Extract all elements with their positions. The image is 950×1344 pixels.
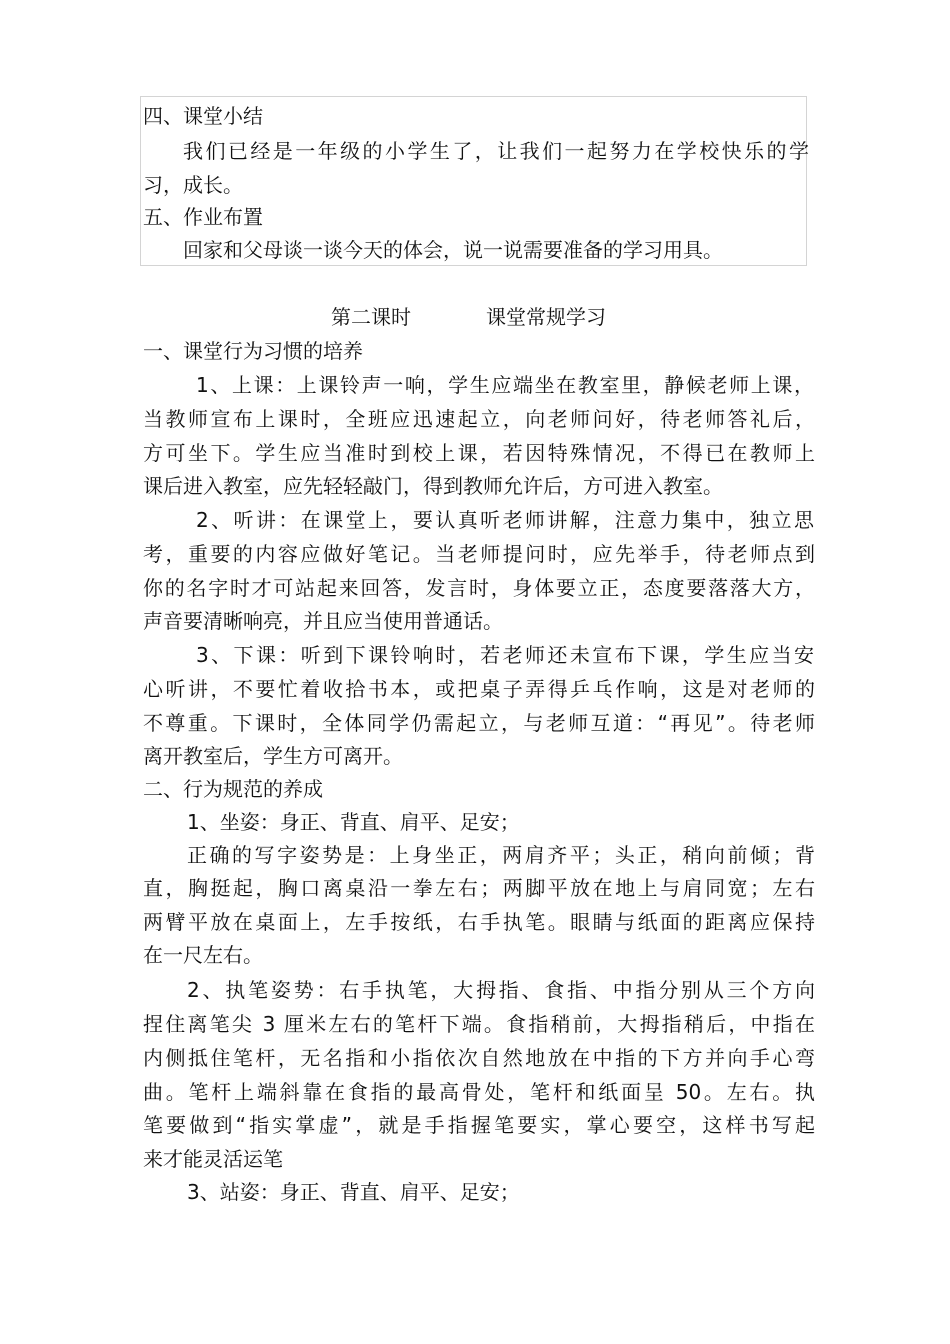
section1-item2-line: 考，重要的内容应做好笔记。当老师提问时，应先举手，待老师点到 — [143, 542, 815, 566]
lesson-title-period: 第二课时 — [331, 305, 411, 329]
summary-paragraph-line-2: 习，成长。 — [143, 173, 243, 197]
section2-item3: 3、站姿：身正、背直、肩平、足安； — [187, 1180, 520, 1204]
homework-paragraph: 回家和父母谈一谈今天的体会，说一说需要准备的学习用具。 — [183, 238, 723, 262]
summary-paragraph-line-1: 我们已经是一年级的小学生了，让我们一起努力在学校快乐的学 — [183, 139, 809, 163]
pen-grip-paragraph-line: 来才能灵活运笔 — [143, 1147, 283, 1171]
pen-grip-paragraph-line: 2、执笔姿势：右手执笔，大拇指、食指、中指分别从三个方向 — [187, 978, 815, 1002]
section1-item3-line: 离开教室后，学生方可离开。 — [143, 744, 403, 768]
section2-heading: 二、行为规范的养成 — [143, 777, 323, 801]
section1-item3-line: 3、下课：听到下课铃响时，若老师还未宣布下课，学生应当安 — [196, 643, 814, 667]
section1-item2-line: 声音要清晰响亮，并且应当使用普通话。 — [143, 609, 503, 633]
pen-grip-paragraph-line: 曲。笔杆上端斜靠在食指的最高骨处，笔杆和纸面呈 50。左右。执 — [143, 1080, 815, 1104]
section1-item3-line: 不尊重。下课时，全体同学仍需起立，与老师互道：“再见”。待老师 — [143, 711, 815, 735]
lesson-title-topic: 课堂常规学习 — [486, 305, 606, 329]
pen-grip-paragraph-line: 内侧抵住笔杆，无名指和小指依次自然地放在中指的下方并向手心弯 — [143, 1046, 815, 1070]
pen-grip-paragraph-line: 捏住离笔尖 3 厘米左右的笔杆下端。食指稍前，大拇指稍后，中指在 — [143, 1012, 815, 1036]
heading-class-summary: 四、课堂小结 — [143, 104, 263, 128]
posture-paragraph-line: 直，胸挺起，胸口离桌沿一拳左右；两脚平放在地上与肩同宽；左右 — [143, 876, 815, 900]
section2-item1: 1、坐姿：身正、背直、肩平、足安； — [187, 810, 520, 834]
section1-heading: 一、课堂行为习惯的培养 — [143, 339, 363, 363]
posture-paragraph-line: 正确的写字姿势是：上身坐正，两肩齐平；头正，稍向前倾；背 — [187, 843, 815, 867]
posture-paragraph-line: 在一尺左右。 — [143, 943, 263, 967]
section1-item2-line: 2、听讲：在课堂上，要认真听老师讲解，注意力集中，独立思 — [196, 508, 814, 532]
posture-paragraph-line: 两臂平放在桌面上，左手按纸，右手执笔。眼睛与纸面的距离应保持 — [143, 910, 815, 934]
heading-homework: 五、作业布置 — [143, 205, 263, 229]
section1-item1-line: 当教师宣布上课时，全班应迅速起立，向老师问好，待老师答礼后， — [143, 407, 815, 431]
section1-item3-line: 心听讲，不要忙着收拾书本，或把桌子弄得乒乓作响，这是对老师的 — [143, 677, 815, 701]
section1-item2-line: 你的名字时才可站起来回答，发言时，身体要立正，态度要落落大方， — [143, 576, 815, 600]
section1-item1-line: 1、上课：上课铃声一响，学生应端坐在教室里，静候老师上课， — [196, 373, 814, 397]
pen-grip-paragraph-line: 笔要做到“指实掌虚”，就是手指握笔要实，掌心要空，这样书写起 — [143, 1113, 815, 1137]
section1-item1-line: 课后进入教室，应先轻轻敲门，得到教师允许后，方可进入教室。 — [143, 474, 723, 498]
section1-item1-line: 方可坐下。学生应当准时到校上课，若因特殊情况，不得已在教师上 — [143, 441, 815, 465]
